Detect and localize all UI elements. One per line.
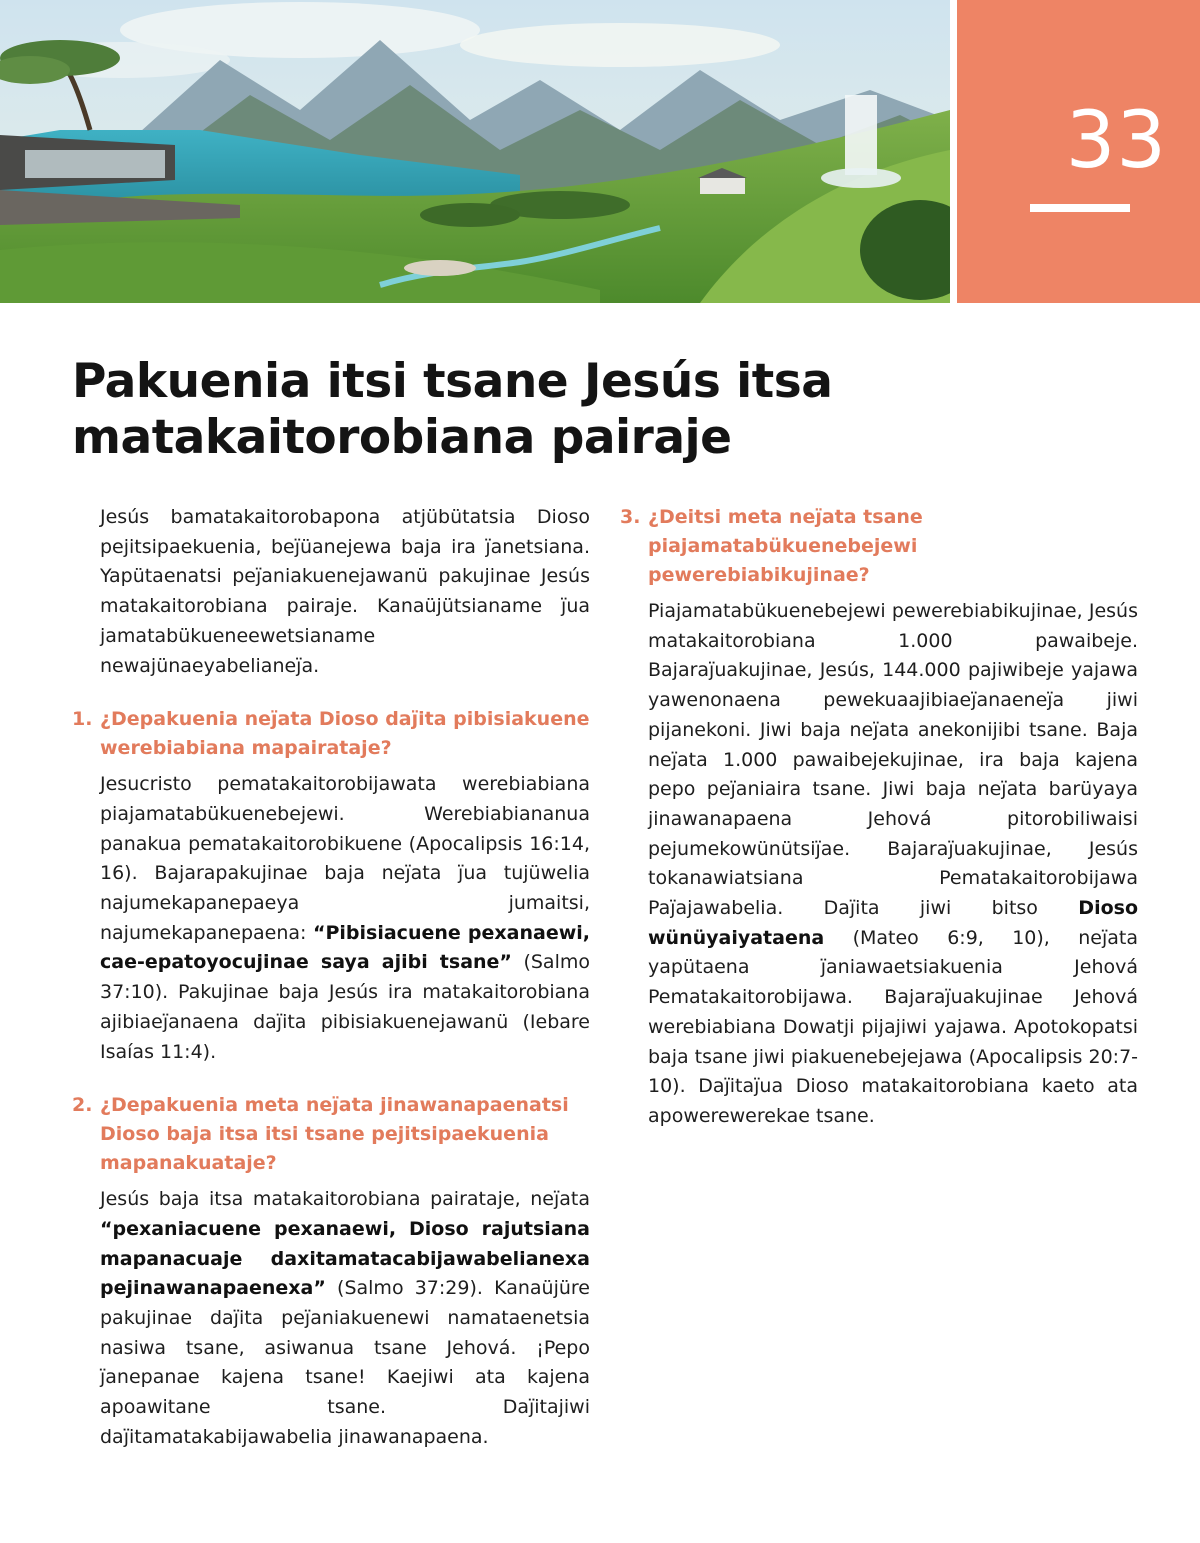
answer-2-text: Jesús baja itsa matakaitorobiana pairataje, nej̈ata	[100, 1188, 590, 1211]
answer-1-text: Jesucristo pematakaitorobijawata werebiabiana piajamatabükuenebejewi. Werebiabiananua panakua pematakaitorobikuene (Apocalipsis 16:14, 16). Bajarapakujinae baja nej̈ata j̈ua tujüwelia najumekapanepaeya jumaitsi, najumekapanepaena:	[100, 773, 590, 944]
lesson-number: 33	[1065, 96, 1167, 186]
answer-2-text-end: (Salmo 37:29). Kanaüjüre pakujinae daj̈ita pej̈aniakuenewi namataenetsia nasiwa tsane, asiwanua tsane Jehová. ¡Pepo j̈anepanae kajena tsane! Kaejiwi ata kajena apoawitane tsane. Daj̈itajiwi daj̈itamatakabijawabelia jinawanapaena.	[100, 1277, 590, 1448]
answer-3-quote: Dioso wünüyaiyataena	[648, 897, 1138, 949]
question-2	[72, 1091, 590, 1178]
question-1-number: 1.	[72, 708, 93, 731]
page-title: Pakuenia itsi tsane Jesús itsa matakaitorobiana pairaje	[72, 354, 833, 465]
question-3-text: ¿Deitsi meta nej̈ata tsane piajamatabükuenebejewi pewerebiabikujinae?	[648, 506, 923, 586]
intro-paragraph: Jesús bamatakaitorobapona atjübütatsia Dioso pejitsipaekuenia, bej̈üanejewa baja ira j̈anetsiana. Yapütaenatsi pej̈aniakuenejawanü pakujinae Jesús matakaitorobiana pairaje. Kanaüjütsianame j̈ua jamatabükueneewetsianame newajünaeyabelianej̈a.	[100, 506, 590, 677]
answer-2-quote: “pexaniacuene pexanaewi, Dioso rajutsiana mapanacuaje daxitamatacabijawabelianexa pejinawanapaenexa”	[100, 1217, 590, 1300]
question-1	[72, 705, 590, 763]
question-2-number: 2.	[72, 1094, 93, 1117]
hero-image	[0, 0, 950, 303]
answer-1-quote: “Pibisiacuene pexanaewi, cae-epatoyocujinae saya ajibi tsane”	[100, 921, 590, 974]
answer-1	[72, 770, 590, 1067]
lesson-number-badge	[957, 0, 1200, 303]
lesson-underline	[1030, 204, 1130, 212]
landscape-illustration	[0, 0, 950, 303]
answer-3-text-end: (Mateo 6:9, 10), nej̈ata yapütaena j̈aniawaetsiakuenia Jehová Pematakaitorobijawa. Bajaraj̈uakujinae Jehová werebiabiana Dowatji pijajiwi yajawa. Apotokopatsi baja tsane jiwi piakuenebejejawa (Apocalipsis 20:7-10). Daj̈itaj̈ua Dioso matakaitorobiana kaeto ata apowerewerekae tsane.	[648, 926, 1139, 1127]
answer-2	[72, 1185, 590, 1452]
answer-3-text: Piajamatabükuenebejewi pewerebiabikujinae, Jesús matakaitorobiana 1.000 pawaibeje. Bajaraj̈uakujinae, Jesús, 144.000 pajiwibeje yajawa yawenonaena pewekuaajibiaej̈anaenej̈a jiwi pijanekoni. Jiwi baja nej̈ata anekonijibi tsane. Baja nej̈ata 1.000 pawaibejekujinae, ira baja kajena pepo pej̈aniaira tsane. Jiwi baja nej̈ata barüyaya jinawanapaena Jehová pitorobiliwaisi pejumekowünütsij̈ae. Bajaraj̈uakujinae, Jesús tokanawiatsiana Pematakaitorobijawa Paj̈ajawabelia. Daj̈ita jiwi bitso	[648, 600, 1138, 920]
question-2-text: ¿Depakuenia meta nej̈ata jinawanapaenatsi Dioso baja itsa itsi tsane pejitsipaekuenia mapanakuataje?	[100, 1094, 569, 1175]
answer-1-text-end: (Salmo 37:10). Pakujinae baja Jesús ira matakaitorobiana ajibiaej̈anaena daj̈ita pibisiakuenejawanü (Iebare Isaías 11:4).	[100, 951, 590, 1063]
question-3	[620, 503, 1138, 590]
right-column	[620, 503, 1138, 1132]
left-column	[72, 503, 590, 1453]
question-3-number: 3.	[620, 506, 641, 528]
answer-3	[620, 597, 1138, 1132]
question-1-text: ¿Depakuenia nej̈ata Dioso daj̈ita pibisiakuene werebiabiana mapairataje?	[100, 708, 590, 760]
